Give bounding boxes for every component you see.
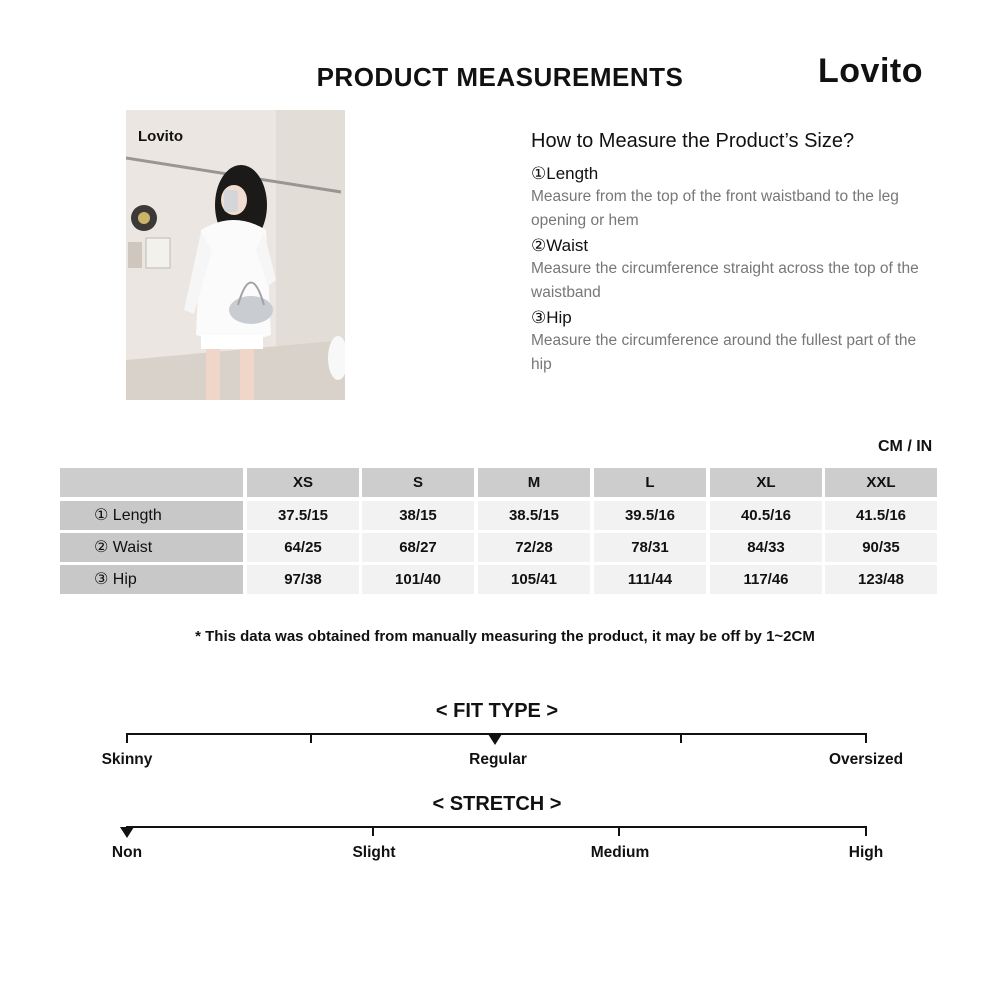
size-header-xl: XL — [710, 468, 822, 497]
table-cell: 105/41 — [478, 565, 590, 594]
size-header-m: M — [478, 468, 590, 497]
photo-brand-watermark: Lovito — [138, 128, 183, 145]
table-cell: 90/35 — [825, 533, 937, 562]
size-header-s: S — [362, 468, 474, 497]
how-to-measure — [531, 130, 931, 379]
fit-label-regular: Regular — [469, 751, 527, 768]
table-cell: 84/33 — [710, 533, 822, 562]
fit-type-tick — [126, 733, 128, 743]
table-cell: 37.5/15 — [247, 501, 359, 530]
row-label-waist: ② Waist — [60, 533, 243, 562]
how-to-title: How to Measure the Product’s Size? — [531, 130, 855, 152]
table-cell: 41.5/16 — [825, 501, 937, 530]
fit-type-tick — [680, 733, 682, 743]
length-description: Measure from the top of the front waistband to the leg opening or hem — [531, 188, 899, 229]
waist-heading: ②Waist — [531, 236, 589, 255]
size-header-xs: XS — [247, 468, 359, 497]
brand-logo: Lovito — [818, 52, 923, 90]
stretch-title: < STRETCH > — [432, 793, 562, 815]
hip-description: Measure the circumference around the fullest part of the hip — [531, 332, 917, 373]
table-corner-cell — [60, 468, 243, 497]
fit-label-oversized: Oversized — [828, 751, 904, 768]
measurement-note: * This data was obtained from manually measuring the product, it may be off by 1~2CM — [195, 628, 815, 645]
fit-type-tick — [310, 733, 312, 743]
stretch-marker-icon — [120, 827, 134, 838]
table-cell: 68/27 — [362, 533, 474, 562]
table-cell: 38.5/15 — [478, 501, 590, 530]
table-cell: 111/44 — [594, 565, 706, 594]
stretch-tick — [372, 826, 374, 836]
fit-type-marker-icon — [488, 734, 502, 745]
table-cell: 97/38 — [247, 565, 359, 594]
table-cell: 38/15 — [362, 501, 474, 530]
size-header-l: L — [594, 468, 706, 497]
table-cell: 117/46 — [710, 565, 822, 594]
table-cell: 78/31 — [594, 533, 706, 562]
length-heading: ①Length — [531, 164, 599, 183]
fit-label-skinny: Skinny — [101, 751, 153, 768]
page-title: PRODUCT MEASUREMENTS — [316, 62, 684, 92]
table-cell: 40.5/16 — [710, 501, 822, 530]
row-label-length: ① Length — [60, 501, 243, 530]
table-cell: 39.5/16 — [594, 501, 706, 530]
stretch-label-medium: Medium — [590, 844, 650, 861]
stretch-tick — [618, 826, 620, 836]
stretch-tick — [865, 826, 867, 836]
unit-label: CM / IN — [878, 438, 933, 455]
table-cell: 101/40 — [362, 565, 474, 594]
table-cell: 123/48 — [825, 565, 937, 594]
stretch-label-non: Non — [111, 844, 143, 861]
product-photo — [126, 110, 345, 400]
size-header-xxl: XXL — [825, 468, 937, 497]
stretch-label-slight: Slight — [352, 844, 396, 861]
hip-heading: ③Hip — [531, 308, 572, 327]
fit-type-tick — [865, 733, 867, 743]
row-label-hip: ③ Hip — [60, 565, 243, 594]
table-cell: 72/28 — [478, 533, 590, 562]
stretch-label-high: High — [848, 844, 884, 861]
table-cell: 64/25 — [247, 533, 359, 562]
stretch-scale-line — [126, 826, 867, 828]
waist-description: Measure the circumference straight across the top of the waistband — [531, 260, 919, 301]
fit-type-title: < FIT TYPE > — [435, 700, 559, 722]
